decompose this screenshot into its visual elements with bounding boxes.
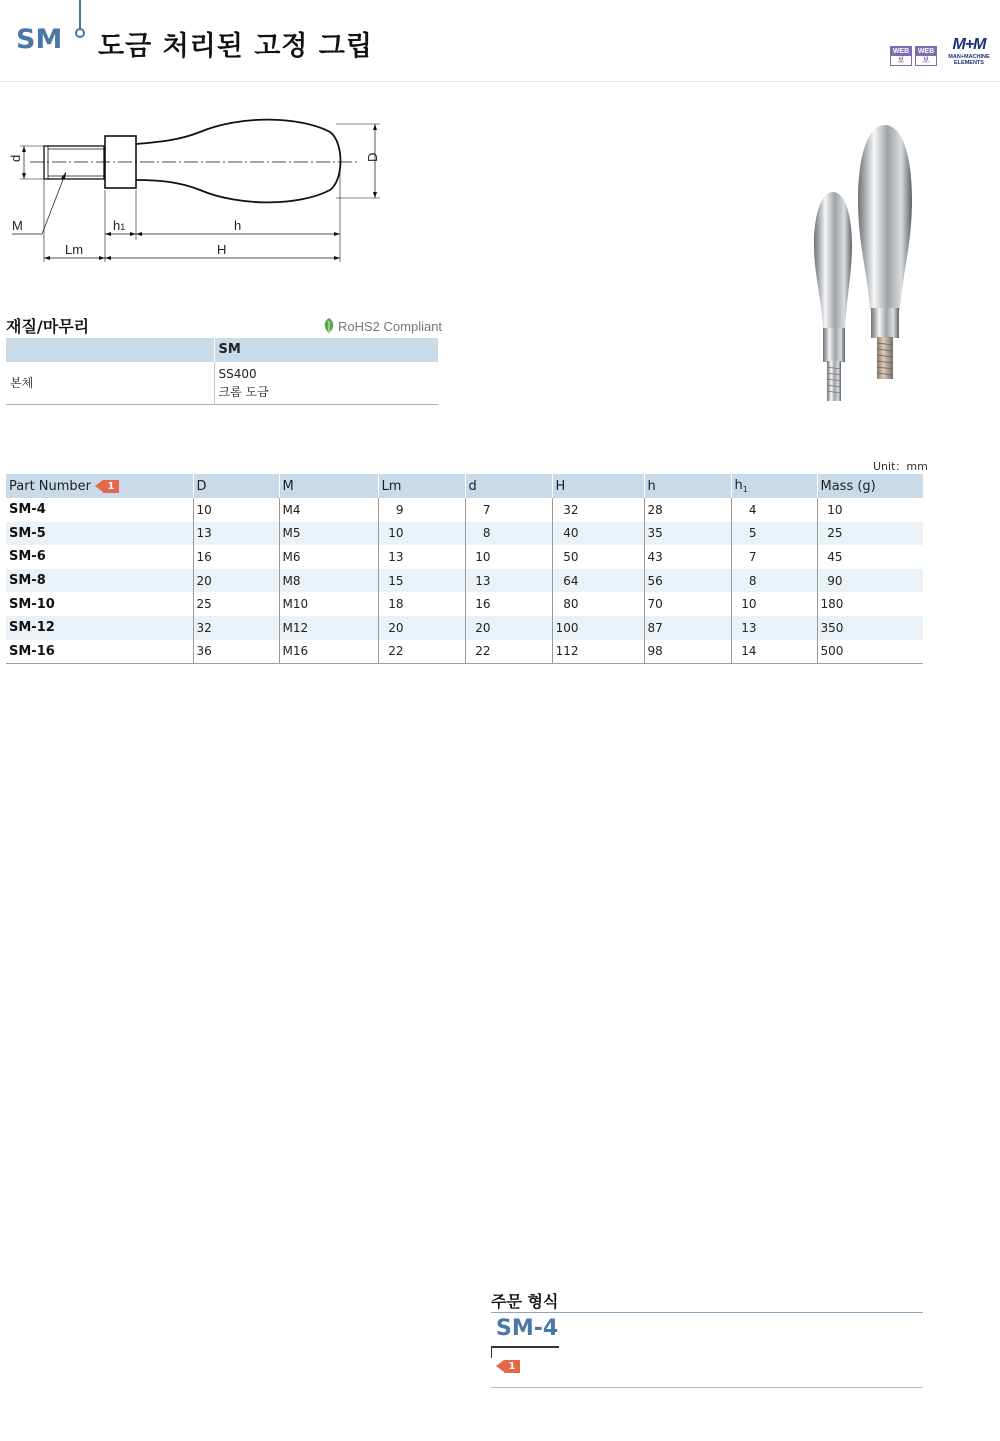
small-grip: [814, 192, 852, 401]
label-d: d: [8, 154, 23, 162]
table-row: [6, 498, 923, 522]
brand-mark: M+M: [952, 36, 986, 53]
cell-H: 112: [552, 640, 644, 664]
page-header: [0, 0, 1000, 82]
cell-d: 10: [465, 545, 552, 569]
material-header-sm: SM: [214, 338, 438, 362]
arrowhead: [334, 256, 340, 260]
cell-h1: 4: [731, 498, 817, 522]
cell-Lm: 10: [378, 522, 465, 546]
cell-D: 13: [193, 522, 279, 546]
cell-Lm: 13: [378, 545, 465, 569]
product-photo: [790, 115, 940, 410]
label-M: M: [12, 218, 23, 233]
rohs-badge: [322, 316, 442, 336]
cell-h1: 5: [731, 522, 817, 546]
arrowhead: [373, 192, 377, 198]
col-D: D: [193, 474, 279, 498]
material-header-row: [6, 338, 438, 362]
table-row: [6, 522, 923, 546]
cell-h: 98: [644, 640, 731, 664]
material-value-line1: SS400: [218, 366, 257, 381]
web-badge-2[interactable]: [915, 46, 937, 66]
material-row-label: 본체: [6, 362, 214, 404]
cell-H: 100: [552, 616, 644, 640]
cell-h: 87: [644, 616, 731, 640]
cell-part: SM-5: [6, 522, 193, 546]
series-code: SM: [16, 24, 63, 55]
cell-d: 16: [465, 592, 552, 616]
cell-h1: 13: [731, 616, 817, 640]
arrowhead: [22, 173, 26, 179]
web-badge-top: WEB: [892, 48, 910, 55]
cell-H: 50: [552, 545, 644, 569]
cell-part: SM-4: [9, 502, 46, 518]
cell-mass: 25: [817, 522, 923, 546]
cell-D: 36: [193, 640, 279, 664]
arrowhead: [373, 124, 377, 130]
arrowhead: [334, 232, 340, 236]
table-row: [6, 592, 923, 616]
arrowhead: [61, 172, 66, 179]
cell-part: SM-8: [6, 569, 193, 593]
col-M: M: [279, 474, 378, 498]
arrowhead: [130, 232, 136, 236]
material-row: [6, 362, 438, 404]
web-badge-top: WEB: [917, 48, 935, 55]
cell-mass: 350: [817, 616, 923, 640]
cell-d: 13: [465, 569, 552, 593]
material-value-line2: 크롬 도금: [218, 384, 269, 399]
arrowhead: [136, 232, 142, 236]
cell-part: SM-10: [9, 596, 55, 612]
col-H: H: [552, 474, 644, 498]
col-Lm: Lm: [378, 474, 465, 498]
cell-part: SM-12: [6, 616, 193, 640]
label-h1: h1: [113, 218, 126, 233]
cell-D: 32: [193, 616, 279, 640]
leaf-icon: [322, 317, 336, 335]
cell-H: 64: [552, 569, 644, 593]
cell-H: 32: [552, 498, 644, 522]
material-title: 재질/마무리: [6, 317, 90, 336]
web-badge-bottom: 보: [897, 56, 905, 64]
ordering-bottom-line: [491, 1387, 923, 1388]
col-d: d: [465, 474, 552, 498]
arrowhead: [105, 232, 111, 236]
cell-h1: 8: [731, 569, 817, 593]
cell-d: 7: [465, 498, 552, 522]
cell-h: 70: [644, 592, 731, 616]
cell-part: SM-6: [9, 549, 46, 565]
brand-line-2: ELEMENTS: [954, 60, 984, 66]
large-grip: [858, 125, 912, 379]
web-badge-bottom: 보: [922, 56, 930, 64]
part-number-tag: 1: [95, 480, 119, 493]
web-badge-1[interactable]: [890, 46, 912, 66]
cell-D: 16: [193, 545, 279, 569]
cell-D: 25: [193, 592, 279, 616]
ordering-tag: 1: [496, 1356, 520, 1375]
cell-M: M6: [279, 545, 378, 569]
cell-h: 28: [644, 498, 731, 522]
table-row: [6, 569, 923, 593]
spec-header-row: [6, 474, 923, 498]
cell-mass: 180: [817, 592, 923, 616]
cell-mass: 10: [817, 498, 923, 522]
ordering-example: SM-4: [496, 1316, 559, 1341]
brand-line-1: MAN+MACHINE: [948, 54, 990, 60]
dimension-drawing: [0, 110, 400, 270]
cell-part: SM-16: [6, 640, 193, 664]
cell-H: 80: [552, 592, 644, 616]
col-h: h: [644, 474, 731, 498]
cell-h1: 7: [731, 545, 817, 569]
cell-h1: 10: [731, 592, 817, 616]
cell-d: 20: [465, 616, 552, 640]
cell-Lm: 20: [378, 616, 465, 640]
cell-h: 35: [644, 522, 731, 546]
col-part-number: Part Number 1: [6, 474, 193, 498]
cell-M: M16: [279, 640, 378, 664]
table-row: [6, 545, 923, 569]
cell-H: 40: [552, 522, 644, 546]
unit-label: Unit：mm: [873, 460, 928, 473]
table-row: [6, 616, 923, 640]
cell-M: M12: [279, 616, 378, 640]
ordering-tick: [491, 1346, 492, 1358]
ordering-title: 주문 형식: [491, 1292, 559, 1311]
grip-body-outline: [136, 120, 341, 203]
cell-h1: 14: [731, 640, 817, 664]
table-row: [6, 640, 923, 664]
arrowhead: [22, 146, 26, 152]
header-divider: [79, 0, 81, 30]
col-h1: $h_1$: [731, 474, 817, 498]
ordering-divider: [491, 1312, 923, 1313]
cell-h: 56: [644, 569, 731, 593]
cell-h: 43: [644, 545, 731, 569]
col-mass: Mass (g): [817, 474, 923, 498]
material-row-value: [214, 362, 438, 404]
rohs-label: RoHS2 Compliant: [338, 318, 443, 334]
page-title: 도금 처리된 고정 그립: [98, 31, 373, 62]
cell-D: 20: [193, 569, 279, 593]
cell-Lm: 18: [378, 592, 465, 616]
header-dot: [75, 28, 85, 38]
material-table: [6, 338, 438, 405]
cell-Lm: 22: [378, 640, 465, 664]
cell-mass: 45: [817, 545, 923, 569]
cell-M: M10: [279, 592, 378, 616]
cell-mass: 90: [817, 569, 923, 593]
cell-M: M4: [279, 498, 378, 522]
label-h: h: [234, 218, 242, 233]
arrowhead: [105, 256, 111, 260]
material-header-empty: [6, 338, 214, 362]
cell-d: 22: [465, 640, 552, 664]
cell-d: 8: [465, 522, 552, 546]
arrowhead: [44, 256, 50, 260]
leader-line: [42, 172, 66, 234]
cell-Lm: 15: [378, 569, 465, 593]
label-D: D: [365, 152, 380, 162]
label-Lm: Lm: [65, 242, 84, 257]
cell-M: M5: [279, 522, 378, 546]
cell-D: 10: [193, 498, 279, 522]
label-H: H: [217, 242, 227, 257]
spec-table: [6, 474, 923, 664]
thread-outline: [44, 146, 104, 179]
ordering-underline: [491, 1346, 559, 1348]
brand-logo: [940, 36, 998, 66]
cell-Lm: 9: [378, 498, 465, 522]
arrowhead: [99, 256, 105, 260]
cell-mass: 500: [817, 640, 923, 664]
cell-M: M8: [279, 569, 378, 593]
